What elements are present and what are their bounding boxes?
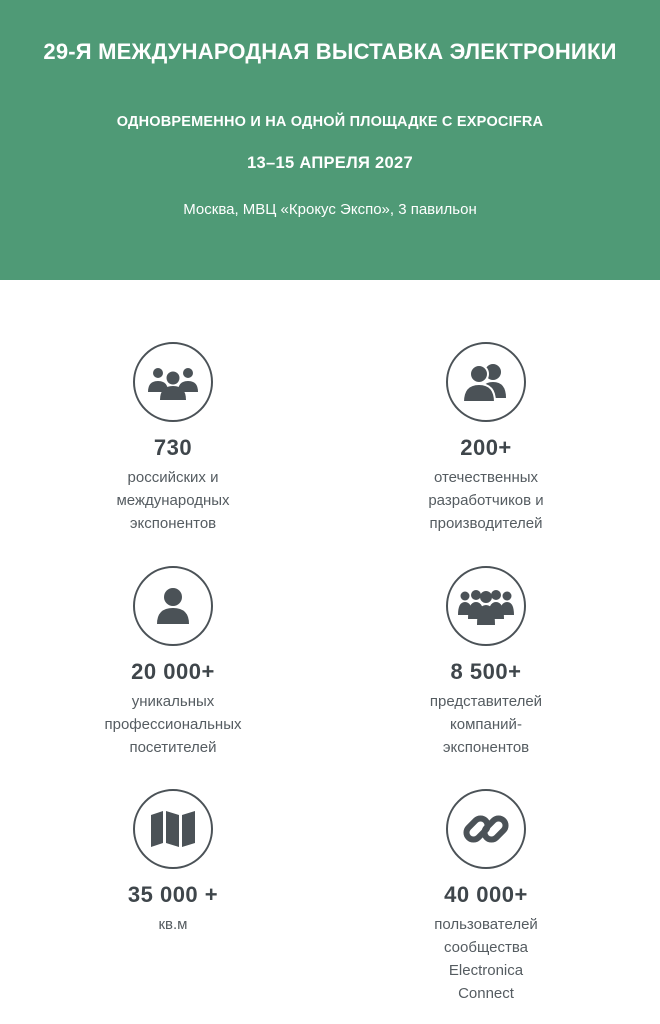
event-venue: Москва, МВЦ «Крокус Экспо», 3 павильон [183, 201, 477, 218]
stat-description [376, 690, 596, 759]
crowd-icon [446, 566, 526, 646]
stat-desc-line: экспонентов [442, 739, 530, 756]
stat-description [376, 913, 596, 1005]
two-people-icon [446, 342, 526, 422]
stat-number: 730 [153, 435, 193, 460]
stat-desc-line: представителей [429, 693, 543, 710]
stat-desc-line: экспонентов [129, 515, 217, 532]
hero-banner [0, 0, 660, 280]
stat-description [63, 690, 283, 759]
stat-desc-line: компаний- [450, 716, 522, 733]
stat-description [376, 466, 596, 535]
link-icon [446, 789, 526, 869]
stat-desc-line: Electronica [448, 962, 524, 979]
stat-visitors [63, 566, 283, 759]
stat-desc-line: производителей [429, 515, 543, 532]
event-subtitle: ОДНОВРЕМЕННО И НА ОДНОЙ ПЛОЩАДКЕ С EXPOCIFRA [116, 114, 544, 130]
stat-desc-line: отечественных [433, 469, 539, 486]
stat-desc-line: разработчиков и [428, 492, 544, 509]
stat-area [63, 789, 283, 936]
group-people-icon [133, 342, 213, 422]
stat-desc-line: уникальных [131, 693, 215, 710]
stat-description [63, 466, 283, 535]
stat-community [376, 789, 596, 1005]
stat-desc-line: профессиональных [104, 716, 242, 733]
event-dates: 13–15 АПРЕЛЯ 2027 [247, 154, 413, 172]
stat-desc-line: кв.м [158, 916, 188, 933]
stat-number: 200+ [460, 435, 512, 460]
stat-number: 40 000+ [444, 882, 528, 907]
stat-number: 35 000 + [127, 882, 219, 907]
stat-desc-line: российских и [127, 469, 219, 486]
stat-exhibitors [63, 342, 283, 535]
stat-description [63, 913, 283, 936]
stat-representatives [376, 566, 596, 759]
stat-developers [376, 342, 596, 535]
stat-desc-line: пользователей [434, 916, 538, 933]
stat-desc-line: сообщества [444, 939, 528, 956]
stat-desc-line: международных [116, 492, 230, 509]
map-icon [133, 789, 213, 869]
stat-number: 8 500+ [450, 659, 522, 684]
person-icon [133, 566, 213, 646]
stat-number: 20 000+ [131, 659, 215, 684]
event-title: 29-Я МЕЖДУНАРОДНАЯ ВЫСТАВКА ЭЛЕКТРОНИКИ [43, 39, 617, 64]
stat-desc-line: посетителей [129, 739, 217, 756]
stat-desc-line: Connect [458, 985, 514, 1002]
